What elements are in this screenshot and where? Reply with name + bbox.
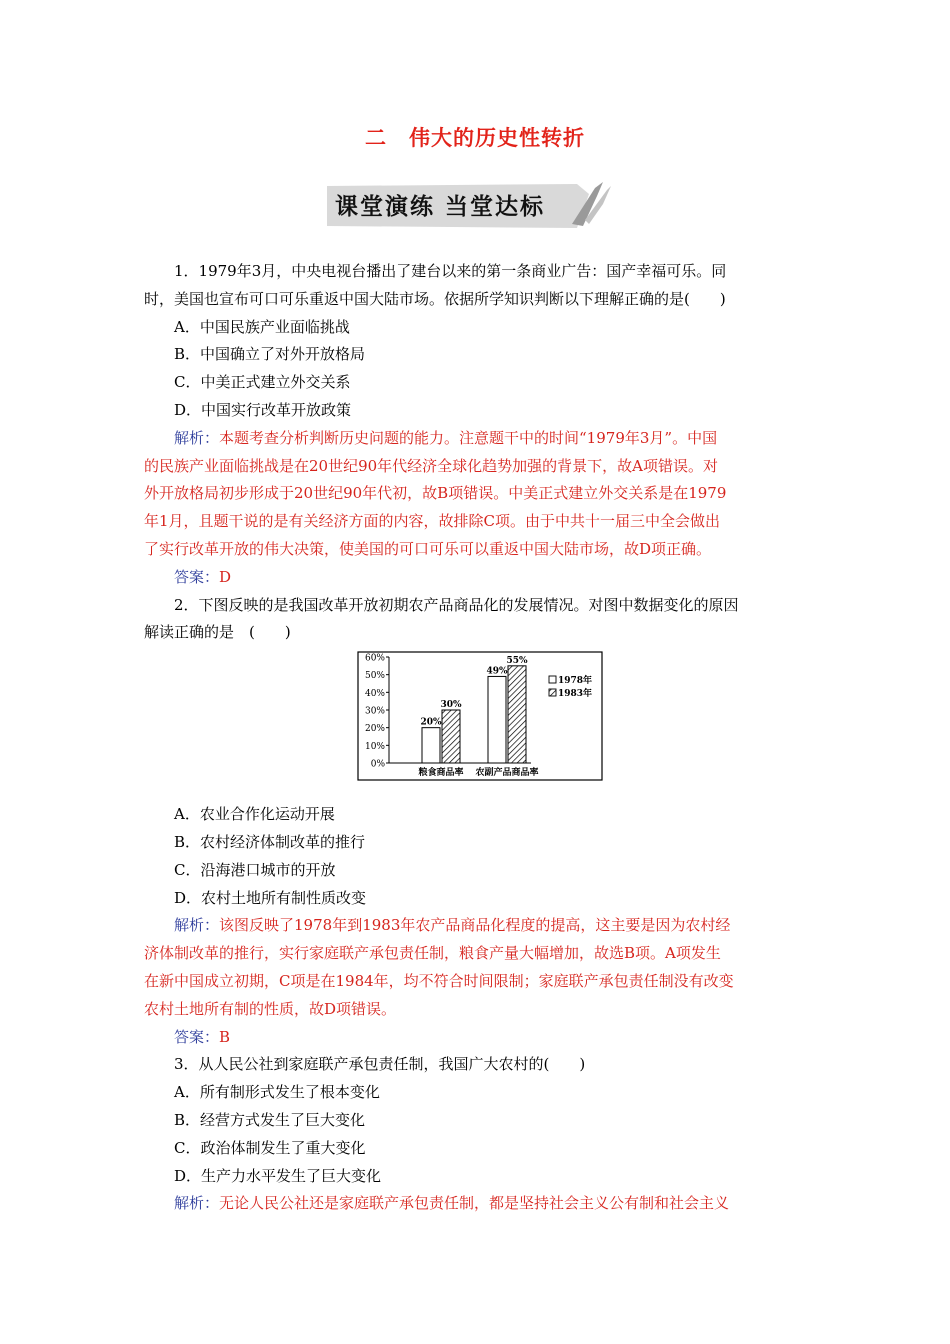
q2-analysis-line: 济体制改革的推行，实行家庭联产承包责任制，粮食产量大幅增加，故选B项。A项发生 [144,944,721,963]
q1-option-b: B．中国确立了对外开放格局 [174,345,366,364]
legend-swatch [549,676,556,683]
legend-label: 1983年 [558,689,593,700]
q3-option-b: B．经营方式发生了巨大变化 [174,1110,366,1129]
q2-analysis-line: 农村土地所有制的性质，故D项错误。 [144,999,397,1018]
y-tick-label: 20% [364,724,385,735]
y-tick-label: 50% [364,671,385,682]
bar [442,710,460,763]
q1-analysis-line: 外开放格局初步形成于20世纪90年代初，故B项错误。中美正式建立外交关系是在1979 [144,484,727,503]
q3-option-a: A．所有制形式发生了根本变化 [174,1083,380,1102]
analysis-label: 解析： [174,1194,220,1213]
legend-label: 1978年 [558,676,593,687]
bar [508,666,526,763]
q1-analysis [144,425,808,453]
page-title: 二 伟大的历史性转折 [365,126,585,150]
section-banner [327,180,612,232]
banner-text: 课堂演练 当堂达标 [335,194,546,220]
question-3 [144,1051,808,1218]
q3-option-d: D．生产力水平发生了巨大变化 [174,1166,382,1185]
document-body [144,258,808,1218]
q2-stem-line: 2．下图反映的是我国改革开放初期农产品商品化的发展情况。对图中数据变化的原因 [174,595,739,614]
bar [488,677,506,764]
bar [422,728,440,763]
q2-option-a: A．农业合作化运动开展 [174,805,335,824]
category-label: 粮食商品率 [418,768,464,779]
analysis-label: 解析： [174,428,220,447]
q2-option-b: B．农村经济体制改革的推行 [174,832,366,851]
q1-answer [144,564,808,592]
analysis-text: 该图反映了1978年到1983年农产品商品化程度的提高，这主要是因为农村经 [219,916,731,935]
answer-label: 答案： [174,567,220,586]
answer-label: 答案： [174,1027,220,1046]
y-tick-label: 60% [364,653,385,664]
q3-option-c: C．政治体制发生了重大变化 [174,1138,366,1157]
y-tick-label: 10% [364,741,385,752]
q1-option-d: D．中国实行改革开放政策 [174,400,352,419]
answer-value: B [219,1027,231,1046]
analysis-text: 无论人民公社还是家庭联产承包责任制，都是坚持社会主义公有制和社会主义 [219,1194,730,1213]
answer-value: D [219,567,232,586]
q2-analysis-line: 在新中国成立初期，C项是在1984年，均不符合时间限制；家庭联产承包责任制没有改变 [144,971,734,990]
q2-answer [144,1024,808,1052]
q1-stem-line: 时，美国也宣布可口可乐重返中国大陆市场。依据所学知识判断以下理解正确的是( ) [144,289,726,308]
analysis-label: 解析： [174,916,220,935]
q1-option-c: C．中美正式建立外交关系 [174,373,351,392]
q1-analysis-line: 年1月，且题干说的是有关经济方面的内容，故排除C项。由于中共十一届三中全会做出 [144,512,721,531]
q1-stem-line: 1．1979年3月，中央电视台播出了建台以来的第一条商业广告：国产幸福可乐。同 [174,262,727,280]
q3-analysis [144,1190,808,1218]
bar-chart [357,651,603,781]
q2-option-d: D．农村土地所有制性质改变 [174,888,367,907]
chart-frame [358,652,602,780]
question-2 [144,592,808,1052]
q1-analysis-line: 了实行改革开放的伟大决策，使美国的可口可乐可以重返中国大陆市场，故D项正确。 [144,539,712,558]
bar-data-label: 55% [506,655,528,666]
chart-container [144,651,808,795]
q2-stem-line: 解读正确的是 ( ) [144,623,291,642]
y-tick-label: 0% [370,759,385,770]
q1-option-a: A．中国民族产业面临挑战 [174,317,350,336]
q1-analysis-line: 的民族产业面临挑战是在20世纪90年代经济全球化趋势加强的背景下，故A项错误。对 [144,456,719,475]
legend-swatch [549,689,556,696]
bar-data-label: 30% [440,700,462,711]
q2-analysis [144,912,808,940]
q2-option-c: C．沿海港口城市的开放 [174,860,336,879]
bar-data-label: 49% [486,666,508,677]
category-label: 农副产品商品率 [475,768,539,779]
analysis-text: 本题考查分析判断历史问题的能力。注意题干中的时间“1979年3月”。中国 [219,428,718,447]
bar-data-label: 20% [420,717,442,728]
y-tick-label: 40% [364,688,385,699]
q3-stem-line: 3．从人民公社到家庭联产承包责任制，我国广大农村的( ) [174,1055,586,1074]
question-1 [144,258,808,592]
y-tick-label: 30% [364,706,385,717]
